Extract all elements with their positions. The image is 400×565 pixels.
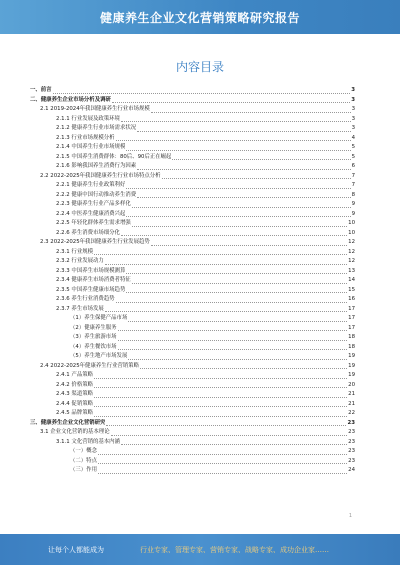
toc-entry-page: 4 xyxy=(351,134,355,141)
toc-entry[interactable] xyxy=(30,248,355,258)
toc-entry[interactable] xyxy=(30,400,355,410)
toc-entry-page: 12 xyxy=(348,258,355,264)
toc-leader-dots xyxy=(53,93,351,94)
toc-leader-dots xyxy=(94,397,347,398)
toc-entry-page: 3 xyxy=(351,115,355,122)
toc-entry-page: 6 xyxy=(351,163,355,169)
toc-entry[interactable] xyxy=(30,286,355,296)
toc-entry[interactable] xyxy=(30,124,355,134)
toc-entry-page: 9 xyxy=(351,210,355,217)
toc-entry-page: 23 xyxy=(348,438,355,445)
toc-entry-page: 8 xyxy=(351,191,355,198)
toc-entry-page: 20 xyxy=(348,381,355,388)
toc-entry-page: 18 xyxy=(348,343,355,350)
toc-entry-page: 9 xyxy=(351,201,355,207)
toc-entry-title: （一）概念 xyxy=(70,448,97,454)
toc-leader-dots xyxy=(106,425,346,426)
toc-entry-title: （二）特点 xyxy=(70,457,97,464)
toc-entry-title: 2.3.6 养生行业消费趋势 xyxy=(56,296,115,302)
toc-entry[interactable] xyxy=(30,191,355,201)
toc-entry-page: 5 xyxy=(351,144,355,150)
toc-leader-dots xyxy=(105,264,347,265)
toc-leader-dots xyxy=(126,273,347,274)
toc-entry-page: 17 xyxy=(348,324,355,331)
toc-entry-page: 13 xyxy=(348,267,355,274)
toc-leader-dots xyxy=(121,121,351,122)
toc-entry[interactable] xyxy=(30,210,355,220)
toc-entry-page: 3 xyxy=(351,87,355,93)
footer-slogan: 让每个人都能成为 xyxy=(48,546,104,554)
toc-leader-dots xyxy=(128,321,347,322)
toc-entry-page: 16 xyxy=(348,296,355,302)
toc-entry-title: 2.4.4 促销策略 xyxy=(56,400,93,407)
toc-leader-dots xyxy=(94,406,347,407)
toc-leader-dots xyxy=(132,207,351,208)
toc-leader-dots xyxy=(118,340,348,341)
toc-entry[interactable] xyxy=(30,343,355,353)
toc-leader-dots xyxy=(162,178,351,179)
toc-entry[interactable] xyxy=(30,172,355,182)
toc-entry-page: 5 xyxy=(351,153,355,160)
toc-entry[interactable] xyxy=(30,200,355,210)
toc-entry[interactable] xyxy=(30,295,355,305)
footer-banner xyxy=(0,534,400,565)
toc-entry-page: 3 xyxy=(351,125,355,131)
toc-entry-title: 2.2.3 健康养生行业产品多样化 xyxy=(56,201,131,207)
toc-entry[interactable] xyxy=(30,162,355,172)
toc-entry[interactable] xyxy=(30,419,355,429)
toc-entry[interactable] xyxy=(30,153,355,163)
toc-leader-dots xyxy=(118,349,348,350)
toc-entry-page: 23 xyxy=(348,448,355,454)
toc-leader-dots xyxy=(111,435,348,436)
toc-entry-title: （三）作用 xyxy=(70,467,97,473)
toc-entry-title: 二、健康养生企业市场分析及调研 xyxy=(30,96,111,103)
toc-entry-title: 2.3.7 养生市场发展 xyxy=(56,305,104,312)
toc-leader-dots xyxy=(126,150,350,151)
footer-tagline: 行业专家、管理专家、营销专家、战略专家、成功企业家…… xyxy=(140,546,329,554)
toc-entry-page: 23 xyxy=(348,429,355,435)
toc-entry-title: 3.1.1 文化营销的基本内涵 xyxy=(56,438,120,445)
toc-leader-dots xyxy=(98,454,347,455)
toc-entry[interactable] xyxy=(30,267,355,277)
toc-leader-dots xyxy=(112,102,350,103)
toc-leader-dots xyxy=(140,368,347,369)
toc-entry-page: 17 xyxy=(348,305,355,312)
toc-entry-page: 22 xyxy=(348,410,355,416)
toc-entry-page: 10 xyxy=(348,220,355,226)
toc-entry-title: 2.3.2 行业发展动力 xyxy=(56,258,104,264)
toc-leader-dots xyxy=(118,330,348,331)
toc-leader-dots xyxy=(137,197,350,198)
toc-entry[interactable] xyxy=(30,276,355,286)
toc-entry-page: 10 xyxy=(348,229,355,236)
toc-entry[interactable] xyxy=(30,362,355,372)
toc-entry-page: 14 xyxy=(348,277,355,283)
toc-entry-title: 2.4.1 产品策略 xyxy=(56,372,93,378)
toc-entry-title: 2.4.2 价格策略 xyxy=(56,381,93,388)
toc-entry-page: 7 xyxy=(351,172,355,179)
toc-entry[interactable] xyxy=(30,134,355,144)
toc-entry[interactable] xyxy=(30,390,355,400)
toc-entry-title: （5）养生地产市场发展 xyxy=(70,353,128,359)
toc-entry-title: 2.1.2 健康养生行业市场需求状况 xyxy=(56,125,137,131)
toc-entry[interactable] xyxy=(30,409,355,419)
toc-leader-dots xyxy=(94,378,347,379)
toc-leader-dots xyxy=(126,188,350,189)
header-banner xyxy=(0,0,400,34)
toc-entry-page: 12 xyxy=(348,239,355,245)
toc-entry[interactable] xyxy=(30,181,355,191)
toc-entry[interactable] xyxy=(30,305,355,315)
toc-entry-title: （1）养生保健产品市场 xyxy=(70,315,128,321)
toc-leader-dots xyxy=(151,245,347,246)
toc-entry-page: 21 xyxy=(348,400,355,407)
toc-leader-dots xyxy=(132,226,347,227)
toc-entry-page: 23 xyxy=(347,419,355,426)
toc-leader-dots xyxy=(94,254,347,255)
toc-leader-dots xyxy=(105,311,347,312)
toc-entry[interactable] xyxy=(30,371,355,381)
toc-entry-title: 2.1.4 中国养生行业市场规模 xyxy=(56,144,126,150)
toc-entry-title: 2.1.6 影响我国养生消费行为因素 xyxy=(56,163,137,169)
toc-entry-title: 2.1.3 行业市场规模分析 xyxy=(56,134,115,141)
report-title: 健康养生企业文化营销策略研究报告 xyxy=(99,11,300,25)
toc-leader-dots xyxy=(98,463,347,464)
toc-entry[interactable] xyxy=(30,466,355,476)
toc-leader-dots xyxy=(121,444,347,445)
toc-entry-page: 23 xyxy=(348,457,355,464)
toc-leader-dots xyxy=(172,159,350,160)
toc-entry-page: 3 xyxy=(351,96,355,103)
toc-entry-title: （3）养生旅游市场 xyxy=(70,334,117,340)
toc-entry[interactable] xyxy=(30,105,355,115)
toc-entry[interactable] xyxy=(30,143,355,153)
toc-entry-page: 21 xyxy=(348,391,355,397)
toc-entry-page: 24 xyxy=(348,467,355,473)
toc-entry-page: 18 xyxy=(348,334,355,340)
toc-entry-page: 19 xyxy=(348,372,355,378)
toc-entry[interactable] xyxy=(30,381,355,391)
toc-leader-dots xyxy=(94,387,347,388)
toc-entry-title: 2.4 2022-2025年健康养生行业营销策略 xyxy=(40,362,139,369)
toc-entry[interactable] xyxy=(30,457,355,467)
toc-entry[interactable] xyxy=(30,96,355,106)
toc-entry-title: （4）养生餐饮市场 xyxy=(70,343,117,350)
toc-entry-title: 2.3.1 行业规模 xyxy=(56,248,93,255)
toc-entry[interactable] xyxy=(30,257,355,267)
toc-leader-dots xyxy=(126,292,347,293)
toc-leader-dots xyxy=(121,235,347,236)
toc-leader-dots xyxy=(132,283,347,284)
toc-leader-dots xyxy=(137,169,350,170)
toc-leader-dots xyxy=(116,302,348,303)
toc-entry-title: 一、前言 xyxy=(30,87,52,93)
toc-entry-page: 12 xyxy=(348,248,355,255)
toc-leader-dots xyxy=(137,131,350,132)
toc-entry-page: 7 xyxy=(351,182,355,188)
toc-entry[interactable] xyxy=(30,447,355,457)
toc-entry[interactable] xyxy=(30,324,355,334)
toc-leader-dots xyxy=(94,416,347,417)
toc-entry[interactable] xyxy=(30,314,355,324)
toc-entry[interactable] xyxy=(30,352,355,362)
toc-entry-title: 2.3 2022-2025年我国健康养生行业发展趋势 xyxy=(40,239,150,245)
table-of-contents xyxy=(30,86,355,476)
toc-leader-dots xyxy=(126,216,350,217)
toc-entry-title: 2.1.5 中国养生消费群体：80后、90后正在崛起 xyxy=(56,153,172,160)
toc-entry[interactable] xyxy=(30,86,355,96)
toc-entry-title: 2.2.4 中医养生健康消费兴起 xyxy=(56,210,126,217)
toc-entry[interactable] xyxy=(30,229,355,239)
toc-entry-title: 三、健康养生企业文化营销研究 xyxy=(30,419,106,426)
toc-entry-title: 2.2.6 养生消费市场细分化 xyxy=(56,229,120,236)
toc-entry-page: 19 xyxy=(348,353,355,359)
toc-entry-title: 2.3.3 中国养生市场规模测算 xyxy=(56,267,126,274)
toc-entry-title: 2.2 2022-2025年我国健康养生行业市场特点分析 xyxy=(40,172,161,179)
toc-entry[interactable] xyxy=(30,438,355,448)
toc-entry-title: 2.2.5 年轻化群体养生需求增强 xyxy=(56,220,131,226)
toc-entry-page: 19 xyxy=(348,362,355,369)
toc-entry-title: 2.4.3 渠道策略 xyxy=(56,391,93,397)
toc-entry-title: 3.1 企业文化营销的基本理论 xyxy=(40,429,110,435)
toc-leader-dots xyxy=(116,140,351,141)
toc-entry[interactable] xyxy=(30,115,355,125)
toc-entry-page: 17 xyxy=(348,315,355,321)
toc-leader-dots xyxy=(98,473,347,474)
toc-entry-page: 3 xyxy=(351,106,355,112)
toc-entry-title: 2.3.4 健康养生市场消费者特征 xyxy=(56,277,131,283)
toc-entry-title: 2.2.2 健康中国行动推动养生消费 xyxy=(56,191,137,198)
toc-entry-title: 2.3.5 中国养生健康市场趋势 xyxy=(56,286,126,293)
toc-entry[interactable] xyxy=(30,333,355,343)
toc-heading: 内容目录 xyxy=(175,60,224,74)
toc-entry[interactable] xyxy=(30,238,355,248)
page-number: 1 xyxy=(348,513,352,519)
toc-entry-title: （2）健康养生服务 xyxy=(70,324,117,331)
toc-entry-title: 2.2.1 健康养生行业政策利好 xyxy=(56,182,126,188)
toc-entry[interactable] xyxy=(30,219,355,229)
toc-leader-dots xyxy=(151,112,351,113)
toc-entry-title: 2.1 2019-2024年我国健康养生行业市场规模 xyxy=(40,106,150,112)
toc-entry[interactable] xyxy=(30,428,355,438)
toc-entry-title: 2.4.5 品牌策略 xyxy=(56,410,93,416)
toc-leader-dots xyxy=(128,359,347,360)
toc-entry-page: 15 xyxy=(348,286,355,293)
toc-entry-title: 2.1.1 行业发展及政策环境 xyxy=(56,115,120,122)
